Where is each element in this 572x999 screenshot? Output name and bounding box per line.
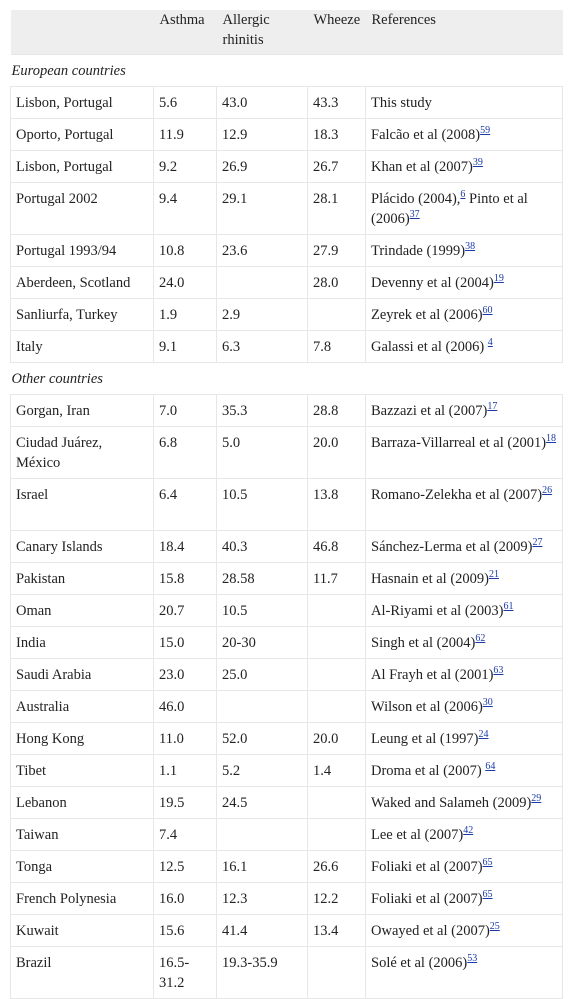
rhinitis-cell: 5.0 (217, 427, 308, 479)
asthma-cell: 23.0 (154, 659, 217, 691)
citation-link[interactable]: 24 (478, 729, 489, 741)
section-row (11, 363, 563, 395)
citation-link[interactable]: 62 (475, 633, 486, 645)
reference-cell (366, 947, 563, 999)
rhinitis-cell: 25.0 (217, 659, 308, 691)
reference-cell (366, 563, 563, 595)
place-cell: Oman (11, 595, 154, 627)
rhinitis-cell: 6.3 (217, 331, 308, 363)
citation-link[interactable]: 64 (485, 761, 496, 773)
rhinitis-cell: 28.58 (217, 563, 308, 595)
rhinitis-cell: 10.5 (217, 595, 308, 627)
rhinitis-cell: 35.3 (217, 395, 308, 427)
place-cell: Aberdeen, Scotland (11, 267, 154, 299)
asthma-cell: 9.2 (154, 151, 217, 183)
table-row (11, 183, 563, 235)
reference-text: Owayed et al (2007) (371, 923, 490, 939)
citation-link[interactable]: 42 (463, 825, 474, 837)
citation-link[interactable]: 27 (532, 537, 543, 549)
prevalence-table (10, 10, 563, 999)
reference-text: Galassi et al (2006) (371, 339, 488, 355)
wheeze-cell: 28.0 (308, 267, 366, 299)
asthma-cell: 6.4 (154, 479, 217, 531)
reference-text: Leung et al (1997) (371, 731, 479, 747)
rhinitis-cell: 12.9 (217, 119, 308, 151)
wheeze-cell: 43.3 (308, 87, 366, 119)
reference-cell (366, 723, 563, 755)
place-cell: Oporto, Portugal (11, 119, 154, 151)
reference-text: Devenny et al (2004) (371, 275, 494, 291)
table-row (11, 119, 563, 151)
place-cell: Lebanon (11, 787, 154, 819)
reference-cell (366, 595, 563, 627)
reference-cell (366, 183, 563, 235)
wheeze-cell: 26.6 (308, 851, 366, 883)
table-row (11, 883, 563, 915)
asthma-cell: 7.0 (154, 395, 217, 427)
table-row (11, 395, 563, 427)
table-row (11, 235, 563, 267)
header-asthma: Asthma (154, 10, 217, 55)
citation-link[interactable]: 19 (493, 273, 504, 285)
table-row (11, 595, 563, 627)
reference-text: Singh et al (2004) (371, 635, 476, 651)
citation-link[interactable]: 37 (409, 209, 420, 221)
reference-cell (366, 659, 563, 691)
citation-link[interactable]: 65 (482, 889, 493, 901)
citation-link[interactable]: 4 (487, 337, 493, 349)
place-cell: India (11, 627, 154, 659)
wheeze-cell: 12.2 (308, 883, 366, 915)
header-references: References (366, 10, 563, 55)
reference-cell (366, 627, 563, 659)
rhinitis-cell: 43.0 (217, 87, 308, 119)
wheeze-cell (308, 627, 366, 659)
asthma-cell: 16.5-31.2 (154, 947, 217, 999)
reference-text: Khan et al (2007) (371, 159, 473, 175)
reference-text: Droma et al (2007) (371, 763, 486, 779)
reference-cell (366, 267, 563, 299)
reference-text: Falcão et al (2008) (371, 127, 481, 143)
reference-text: Solé et al (2006) (371, 955, 468, 971)
wheeze-cell: 20.0 (308, 427, 366, 479)
asthma-cell: 19.5 (154, 787, 217, 819)
asthma-cell: 7.4 (154, 819, 217, 851)
reference-text: Al-Riyami et al (2003) (371, 603, 504, 619)
asthma-cell: 15.8 (154, 563, 217, 595)
asthma-cell: 6.8 (154, 427, 217, 479)
reference-cell (366, 235, 563, 267)
table-row (11, 299, 563, 331)
citation-link[interactable]: 21 (488, 569, 499, 581)
rhinitis-cell: 40.3 (217, 531, 308, 563)
place-cell: Portugal 2002 (11, 183, 154, 235)
place-cell: Tibet (11, 755, 154, 787)
asthma-cell: 16.0 (154, 883, 217, 915)
reference-text: Foliaki et al (2007) (371, 891, 483, 907)
reference-cell (366, 883, 563, 915)
citation-link[interactable]: 26 (542, 485, 553, 497)
wheeze-cell: 28.8 (308, 395, 366, 427)
asthma-cell: 15.6 (154, 915, 217, 947)
reference-cell (366, 427, 563, 479)
rhinitis-cell: 16.1 (217, 851, 308, 883)
reference-text: Foliaki et al (2007) (371, 859, 483, 875)
rhinitis-cell: 2.9 (217, 299, 308, 331)
header-place (11, 10, 154, 55)
wheeze-cell: 13.8 (308, 479, 366, 531)
reference-text: Hasnain et al (2009) (371, 571, 489, 587)
reference-text: Trindade (1999) (371, 243, 466, 259)
table-row (11, 851, 563, 883)
place-cell: Italy (11, 331, 154, 363)
place-cell: Portugal 1993/94 (11, 235, 154, 267)
wheeze-cell: 26.7 (308, 151, 366, 183)
rhinitis-cell: 29.1 (217, 183, 308, 235)
wheeze-cell (308, 947, 366, 999)
table-row (11, 479, 563, 531)
table-row (11, 659, 563, 691)
table-row (11, 947, 563, 999)
reference-cell (366, 119, 563, 151)
reference-cell (366, 819, 563, 851)
asthma-cell: 18.4 (154, 531, 217, 563)
table-body (11, 55, 563, 999)
place-cell: Gorgan, Iran (11, 395, 154, 427)
asthma-cell: 46.0 (154, 691, 217, 723)
reference-cell (366, 395, 563, 427)
place-cell: Hong Kong (11, 723, 154, 755)
citation-link[interactable]: 18 (546, 433, 557, 445)
wheeze-cell: 13.4 (308, 915, 366, 947)
reference-text: This study (371, 95, 432, 111)
reference-text: Barraza-Villarreal et al (2001) (371, 435, 547, 451)
citation-link[interactable]: 25 (489, 921, 500, 933)
rhinitis-cell: 10.5 (217, 479, 308, 531)
citation-link[interactable]: 38 (465, 241, 476, 253)
reference-cell (366, 151, 563, 183)
reference-cell (366, 479, 563, 531)
reference-text: Al Frayh et al (2001) (371, 667, 494, 683)
reference-text: Romano-Zelekha et al (2007) (371, 487, 543, 503)
wheeze-cell: 46.8 (308, 531, 366, 563)
place-cell: Lisbon, Portugal (11, 151, 154, 183)
place-cell: Israel (11, 479, 154, 531)
reference-text: Sánchez-Lerma et al (2009) (371, 539, 533, 555)
place-cell: Pakistan (11, 563, 154, 595)
place-cell: Brazil (11, 947, 154, 999)
table-row (11, 531, 563, 563)
section-title: European countries (11, 55, 563, 87)
rhinitis-cell (217, 691, 308, 723)
rhinitis-cell: 52.0 (217, 723, 308, 755)
reference-text: Plácido (2004), (371, 191, 461, 207)
asthma-cell: 1.1 (154, 755, 217, 787)
asthma-cell: 20.7 (154, 595, 217, 627)
wheeze-cell (308, 819, 366, 851)
wheeze-cell: 18.3 (308, 119, 366, 151)
place-cell: Taiwan (11, 819, 154, 851)
rhinitis-cell: 19.3-35.9 (217, 947, 308, 999)
reference-cell (366, 691, 563, 723)
citation-link[interactable]: 65 (482, 857, 493, 869)
asthma-cell: 1.9 (154, 299, 217, 331)
place-cell: Lisbon, Portugal (11, 87, 154, 119)
citation-link[interactable]: 59 (480, 125, 491, 137)
reference-cell (366, 755, 563, 787)
place-cell: Kuwait (11, 915, 154, 947)
reference-cell (366, 87, 563, 119)
citation-link[interactable]: 6 (460, 189, 466, 201)
header-wheeze: Wheeze (308, 10, 366, 55)
citation-link[interactable]: 61 (503, 601, 514, 613)
asthma-cell: 9.4 (154, 183, 217, 235)
asthma-cell: 12.5 (154, 851, 217, 883)
wheeze-cell: 27.9 (308, 235, 366, 267)
reference-text: Lee et al (2007) (371, 827, 464, 843)
citation-link[interactable]: 17 (487, 401, 498, 413)
asthma-cell: 15.0 (154, 627, 217, 659)
table-row (11, 915, 563, 947)
table-row (11, 87, 563, 119)
rhinitis-cell: 41.4 (217, 915, 308, 947)
rhinitis-cell (217, 819, 308, 851)
place-cell: Ciudad Juárez, México (11, 427, 154, 479)
table-row (11, 563, 563, 595)
reference-cell (366, 787, 563, 819)
table-row (11, 427, 563, 479)
citation-link[interactable]: 39 (472, 157, 483, 169)
rhinitis-cell (217, 267, 308, 299)
reference-text: Pinto et al (2006) (371, 191, 528, 227)
table-row (11, 627, 563, 659)
table-row (11, 691, 563, 723)
citation-link[interactable]: 63 (493, 665, 504, 677)
wheeze-cell: 28.1 (308, 183, 366, 235)
place-cell: Tonga (11, 851, 154, 883)
reference-cell (366, 531, 563, 563)
table-row (11, 755, 563, 787)
header-allergic-rhinitis: Allergic rhinitis (217, 10, 308, 55)
place-cell: Canary Islands (11, 531, 154, 563)
table-header (11, 10, 563, 55)
place-cell: Sanliurfa, Turkey (11, 299, 154, 331)
section-row (11, 55, 563, 87)
wheeze-cell (308, 659, 366, 691)
reference-text: Waked and Salameh (2009) (371, 795, 532, 811)
wheeze-cell: 11.7 (308, 563, 366, 595)
reference-cell (366, 915, 563, 947)
reference-text: Zeyrek et al (2006) (371, 307, 483, 323)
rhinitis-cell: 5.2 (217, 755, 308, 787)
reference-cell (366, 299, 563, 331)
table-row (11, 787, 563, 819)
table-row (11, 331, 563, 363)
place-cell: Australia (11, 691, 154, 723)
reference-text: Bazzazi et al (2007) (371, 403, 488, 419)
section-title: Other countries (11, 363, 563, 395)
reference-text: Wilson et al (2006) (371, 699, 483, 715)
citation-link[interactable]: 60 (482, 305, 493, 317)
rhinitis-cell: 24.5 (217, 787, 308, 819)
rhinitis-cell: 23.6 (217, 235, 308, 267)
wheeze-cell: 1.4 (308, 755, 366, 787)
asthma-cell: 11.9 (154, 119, 217, 151)
citation-link[interactable]: 53 (467, 953, 478, 965)
table-row (11, 723, 563, 755)
wheeze-cell (308, 691, 366, 723)
citation-link[interactable]: 30 (482, 697, 493, 709)
asthma-cell: 9.1 (154, 331, 217, 363)
rhinitis-cell: 20-30 (217, 627, 308, 659)
wheeze-cell (308, 595, 366, 627)
citation-link[interactable]: 29 (531, 793, 542, 805)
asthma-cell: 5.6 (154, 87, 217, 119)
wheeze-cell (308, 787, 366, 819)
wheeze-cell: 7.8 (308, 331, 366, 363)
place-cell: French Polynesia (11, 883, 154, 915)
table-row (11, 267, 563, 299)
asthma-cell: 11.0 (154, 723, 217, 755)
table-row (11, 819, 563, 851)
rhinitis-cell: 26.9 (217, 151, 308, 183)
rhinitis-cell: 12.3 (217, 883, 308, 915)
table-row (11, 151, 563, 183)
wheeze-cell (308, 299, 366, 331)
asthma-cell: 10.8 (154, 235, 217, 267)
reference-cell (366, 331, 563, 363)
reference-cell (366, 851, 563, 883)
place-cell: Saudi Arabia (11, 659, 154, 691)
wheeze-cell: 20.0 (308, 723, 366, 755)
asthma-cell: 24.0 (154, 267, 217, 299)
